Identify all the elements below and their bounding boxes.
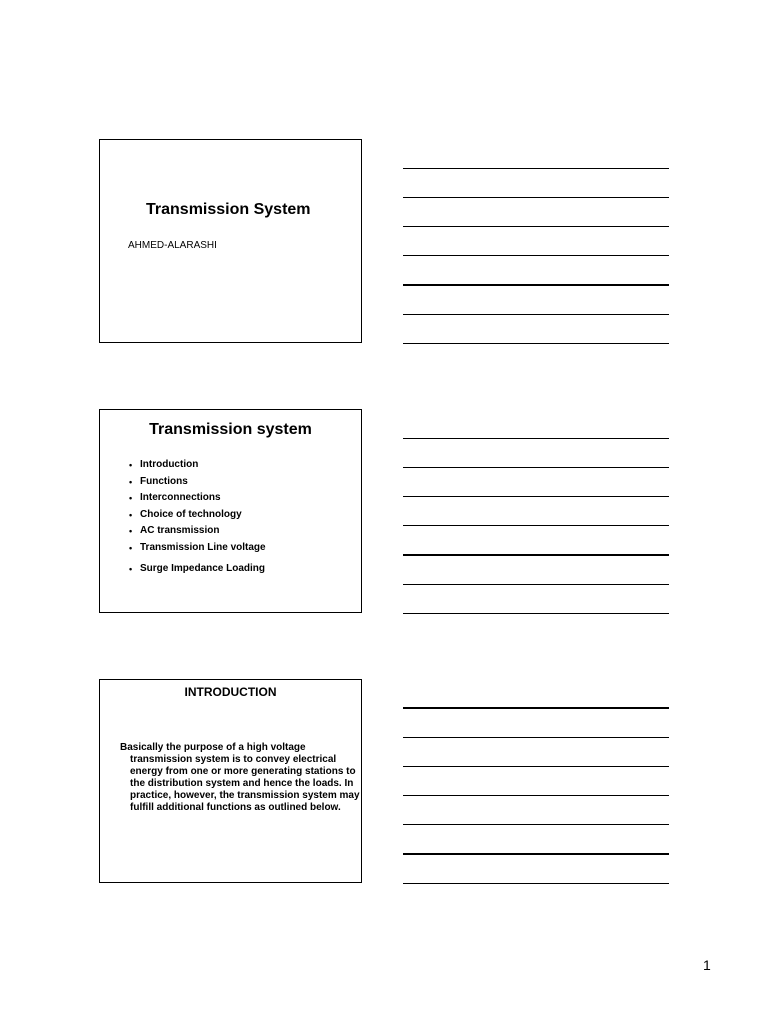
list-item-label: AC transmission (140, 525, 220, 536)
note-line (403, 766, 669, 767)
list-item (129, 457, 266, 474)
note-line (403, 824, 669, 825)
note-line (403, 284, 669, 286)
list-item-label: Choice of technology (140, 508, 242, 520)
note-line (403, 197, 669, 198)
list-item-label: Interconnections (140, 492, 221, 503)
bullet-icon: • (129, 476, 133, 487)
slide-thumbnail-1 (99, 139, 362, 343)
bullet-list (129, 457, 266, 578)
list-item (129, 490, 266, 507)
note-line (403, 168, 669, 169)
note-line (403, 737, 669, 738)
bullet-icon: • (129, 542, 133, 553)
note-line (403, 883, 669, 884)
note-line (403, 226, 669, 227)
list-item (129, 523, 266, 540)
slide-title: Transmission system (149, 421, 312, 438)
note-line (403, 584, 669, 585)
list-item (129, 474, 266, 491)
note-line (403, 438, 669, 439)
list-item-label: Introduction (140, 459, 199, 470)
note-line (403, 496, 669, 497)
note-line (403, 554, 669, 556)
note-line (403, 343, 669, 344)
note-line (403, 613, 669, 614)
slide-body-text: Basically the purpose of a high voltage transmission system is to convey electrical energy from one or more generating stations to the distribution system and hence the loads. In practice, however, the transmission system may fulfill additional functions as outlined below. (120, 742, 360, 813)
slide-title: Transmission System (146, 201, 311, 218)
slide-author: AHMED-ALARASHI (128, 240, 217, 251)
slide-thumbnail-2 (99, 409, 362, 613)
note-line (403, 853, 669, 855)
slide-thumbnail-3 (99, 679, 362, 883)
bullet-icon: • (129, 460, 133, 470)
note-line (403, 707, 669, 709)
list-item (129, 507, 266, 524)
note-line (403, 525, 669, 526)
list-item-label: Surge Impedance Loading (140, 563, 266, 574)
bullet-icon: • (129, 564, 133, 574)
bullet-icon: • (129, 509, 133, 520)
page-number: 1 (703, 957, 711, 973)
bullet-icon: • (129, 526, 133, 536)
list-item-label: Functions (140, 475, 188, 487)
slide-heading: INTRODUCTION (184, 685, 277, 699)
note-line (403, 314, 669, 315)
list-item (129, 561, 266, 578)
list-item (129, 540, 266, 557)
list-item-label: Transmission Line voltage (140, 541, 266, 553)
note-line (403, 795, 669, 796)
bullet-icon: • (129, 493, 133, 503)
note-line (403, 467, 669, 468)
note-line (403, 255, 669, 256)
